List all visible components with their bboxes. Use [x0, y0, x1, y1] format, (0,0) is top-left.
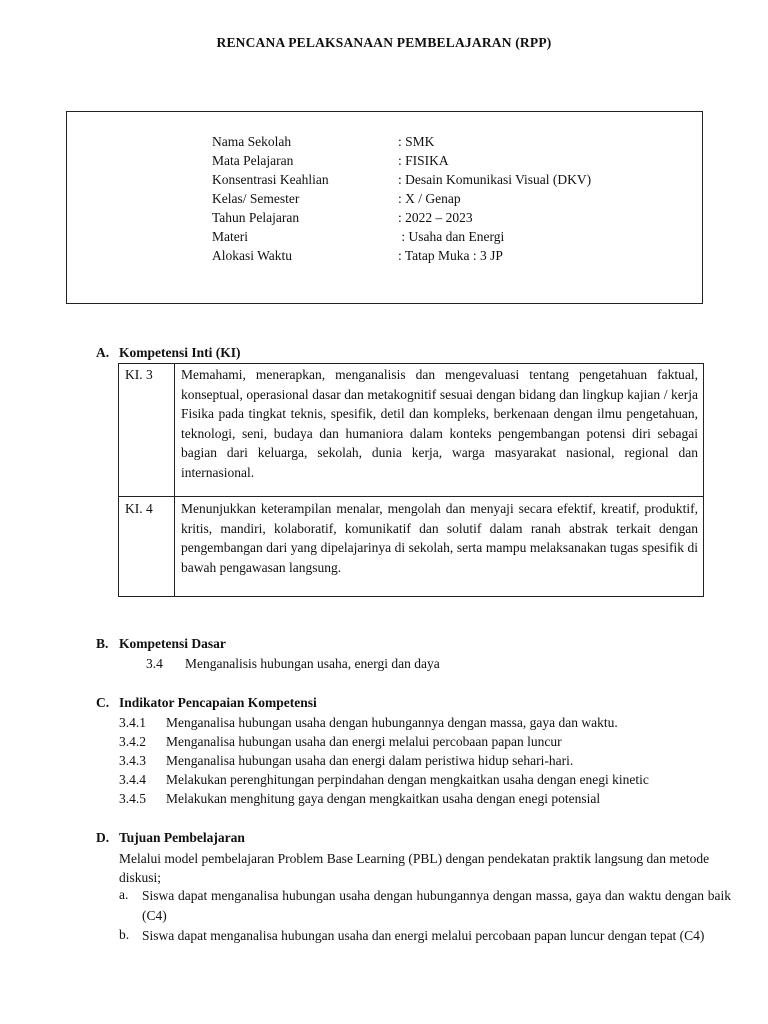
ki-3-text: Memahami, menerapkan, menganalisis dan mengevaluasi tentang pengetahuan faktual, konseptual, operasional dasar dan metakognitif sesuai dengan bidang dan lingkup kajian / kerja Fisika pada tingkat teknis, spesifik, detil dan kompleks, berkenaan dengan ilmu pengetahuan, teknologi, seni, budaya dan humaniora dalam konteks pengembangan potensi diri sebagai bagian dari keluarga, sekolah, dunia kerja, warga masyarakat nasional, regional dan internasional. [181, 367, 698, 480]
ki-4-text: Menunjukkan keterampilan menalar, mengolah dan menyaji secara efektif, kreatif, produktif, kritis, mandiri, kolaboratif, komunikatif dan solutif dalam ranah abstrak terkait dengan pengembangan dari yang dipelajarinya di sekolah, serta mampu melaksanakan tugas spesifik di bawah pengawasan langsung. [181, 501, 698, 575]
identity-value: : Tatap Muka : 3 JP [398, 248, 503, 263]
identity-value: : X / Genap [398, 191, 461, 206]
identity-label: Kelas/ Semester [212, 191, 300, 206]
identity-label: Tahun Pelajaran [212, 210, 300, 225]
identity-value: : FISIKA [398, 153, 449, 168]
tujuan-a-text: Siswa dapat menganalisa hubungan usaha dengan hubungannya dengan massa, gaya dan waktu dengan baik (C4) [142, 888, 731, 923]
identity-label: Mata Pelajaran [212, 153, 294, 168]
ki-3-code: KI. 3 [125, 367, 153, 382]
section-a-letter: A. [96, 345, 110, 360]
identity-row-nama-sekolah [212, 132, 434, 151]
identity-row-kelas [212, 189, 461, 208]
section-d-title: Tujuan Pembelajaran [119, 830, 245, 845]
identity-value: : SMK [398, 134, 435, 149]
table-divider [119, 496, 703, 497]
ki-4-code: KI. 4 [125, 501, 153, 516]
list-item [119, 751, 573, 770]
kd-text: Menganalisis hubungan usaha, energi dan daya [185, 656, 440, 671]
identity-value: : Desain Komunikasi Visual (DKV) [398, 172, 592, 187]
list-item [119, 713, 618, 732]
indikator-text: Menganalisa hubungan usaha dengan hubungannya dengan massa, gaya dan waktu. [166, 715, 618, 730]
section-b-title: Kompetensi Dasar [119, 636, 226, 651]
indikator-number: 3.4.1 [119, 715, 146, 730]
identity-label: Alokasi Waktu [212, 248, 293, 263]
identity-label: Materi [212, 229, 248, 244]
table-divider [174, 364, 175, 596]
identity-row-materi [212, 227, 504, 246]
section-a-title: Kompetensi Inti (KI) [119, 345, 241, 360]
indikator-number: 3.4.5 [119, 791, 146, 806]
list-item [119, 770, 649, 789]
identity-row-tahun [212, 208, 473, 227]
tujuan-b-text: Siswa dapat menganalisa hubungan usaha dan energi melalui percobaan papan luncur dengan tepat (C4) [142, 928, 705, 943]
list-item [119, 789, 600, 808]
identity-label: Nama Sekolah [212, 134, 292, 149]
ki-table [118, 363, 704, 597]
indikator-number: 3.4.4 [119, 772, 146, 787]
identity-row-alokasi [212, 246, 503, 265]
tujuan-intro: Melalui model pembelajaran Problem Base Learning (PBL) dengan pendekatan praktik langsung dan metode diskusi; [119, 851, 710, 885]
identity-row-konsentrasi [212, 170, 591, 189]
indikator-text: Melakukan perenghitungan perpindahan dengan mengkaitkan usaha dengan enegi kinetic [166, 772, 649, 787]
indikator-text: Melakukan menghitung gaya dengan mengkaitkan usaha dengan enegi potensial [166, 791, 601, 806]
section-b-letter: B. [96, 636, 109, 651]
indikator-text: Menganalisa hubungan usaha dan energi dalam peristiwa hidup sehari-hari. [166, 753, 574, 768]
section-c-letter: C. [96, 695, 110, 710]
identity-value: : Usaha dan Energi [398, 229, 505, 244]
tujuan-b-letter: b. [119, 927, 130, 942]
section-d-letter: D. [96, 830, 110, 845]
indikator-number: 3.4.2 [119, 734, 146, 749]
kd-number: 3.4 [146, 656, 163, 671]
tujuan-a-letter: a. [119, 887, 129, 902]
list-item [119, 732, 562, 751]
indikator-text: Menganalisa hubungan usaha dan energi melalui percobaan papan luncur [166, 734, 562, 749]
identity-value: : 2022 – 2023 [398, 210, 473, 225]
identity-row-mata-pelajaran [212, 151, 449, 170]
section-c-title: Indikator Pencapaian Kompetensi [119, 695, 317, 710]
identity-label: Konsentrasi Keahlian [212, 172, 329, 187]
indikator-number: 3.4.3 [119, 753, 146, 768]
document-title: RENCANA PELAKSANAAN PEMBELAJARAN (RPP) [216, 35, 552, 50]
identity-box [66, 111, 703, 304]
